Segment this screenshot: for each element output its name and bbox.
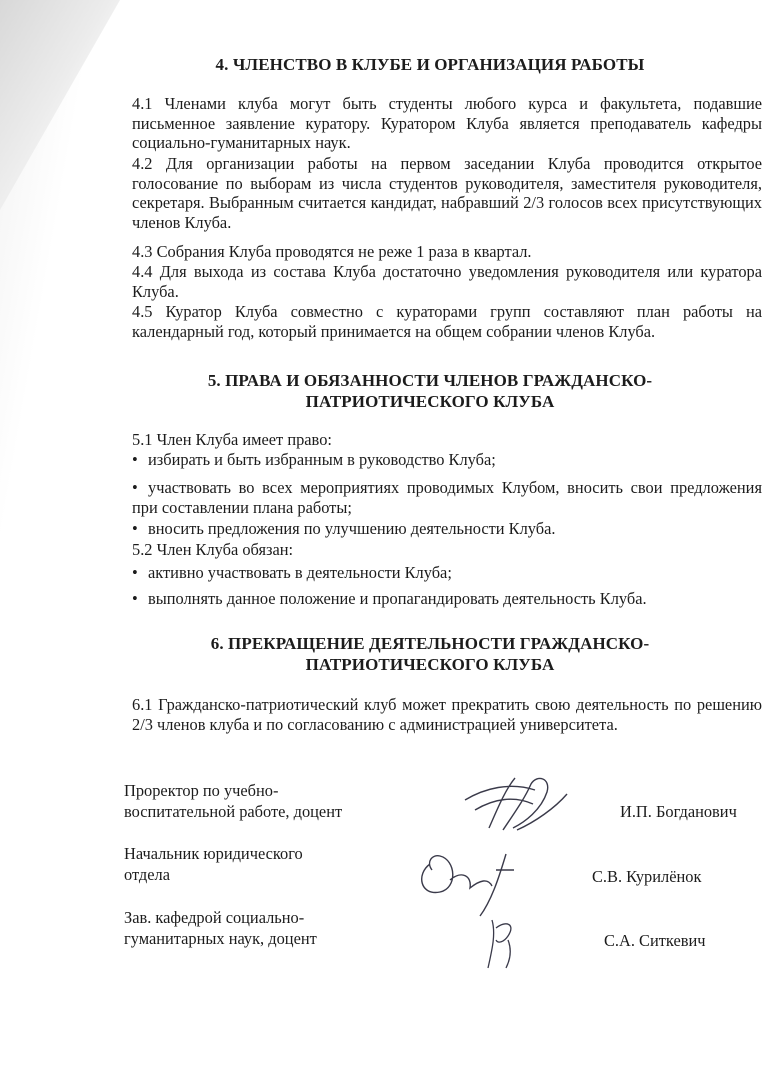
bullet-icon: • [132,450,138,469]
clause-5-2: 5.2 Член Клуба обязан: [132,540,294,559]
rights-item: • избирать и быть избранным в руководство Клуба; [132,450,496,469]
duties-item: • активно участвовать в деятельности Клуба; [132,563,452,582]
signatory-2-name: С.В. Курилёнок [592,867,702,886]
section-6-title: 6. ПРЕКРАЩЕНИЕ ДЕЯТЕЛЬНОСТИ ГРАЖДАНСКО-ПАТРИОТИЧЕСКОГО КЛУБА [210,634,650,674]
signatory-1-position: Проректор по учебно-воспитательной работе, доцент [124,781,343,821]
bullet-icon: • [132,478,138,497]
clause-4-4: 4.4 Для выхода из состава Клуба достаточно уведомления руководителя или куратора Клуба. [132,262,762,301]
signature-kurilenok [410,830,540,920]
clause-6-1: 6.1 Гражданско-патриотический клуб может прекратить свою деятельность по решению 2/3 членов клуба и по согласованию с администрацией университета. [132,695,762,734]
clause-4-3: 4.3 Собрания Клуба проводятся не реже 1 раза в квартал. [132,242,532,261]
signatory-1-name: И.П. Богданович [620,802,737,821]
rights-item: • участвовать во всех мероприятиях проводимых Клубом, вносить свои предложения при составлении плана работы; [132,478,762,517]
bullet-icon: • [132,563,138,582]
clause-5-1: 5.1 Член Клуба имеет право: [132,430,332,449]
signatory-2-position: Начальник юридического отдела [124,844,303,884]
section-4-title: 4. ЧЛЕНСТВО В КЛУБЕ И ОРГАНИЗАЦИЯ РАБОТЫ [215,55,645,74]
duties-item: • выполнять данное положение и пропагандировать деятельность Клуба. [132,589,647,608]
clause-4-5: 4.5 Куратор Клуба совместно с кураторами групп составляют план работы на календарный год, который принимается на общем собрании членов Клуба. [132,302,762,341]
clause-4-1: 4.1 Членами клуба могут быть студенты любого курса и факультета, подавшие письменное заявление куратору. Куратором Клуба является преподаватель кафедры социально-гуманитарных наук. [132,94,762,152]
signature-sitkevich [478,910,528,975]
bullet-icon: • [132,519,138,538]
signatory-3-name: С.А. Ситкевич [604,931,706,950]
rights-item: • вносить предложения по улучшению деятельности Клуба. [132,519,556,538]
bullet-icon: • [132,589,138,608]
signatory-3-position: Зав. кафедрой социально-гуманитарных наук, доцент [124,908,317,948]
section-5-title: 5. ПРАВА И ОБЯЗАННОСТИ ЧЛЕНОВ ГРАЖДАНСКО-ПАТРИОТИЧЕСКОГО КЛУБА [207,371,653,411]
clause-4-2: 4.2 Для организации работы на первом заседании Клуба проводится открытое голосование по выборам из числа студентов руководителя, заместителя руководителя, секретаря. Выбранным считается кандидат, набравший 2/3 голосов всех присутствующих членов Клуба. [132,154,762,232]
